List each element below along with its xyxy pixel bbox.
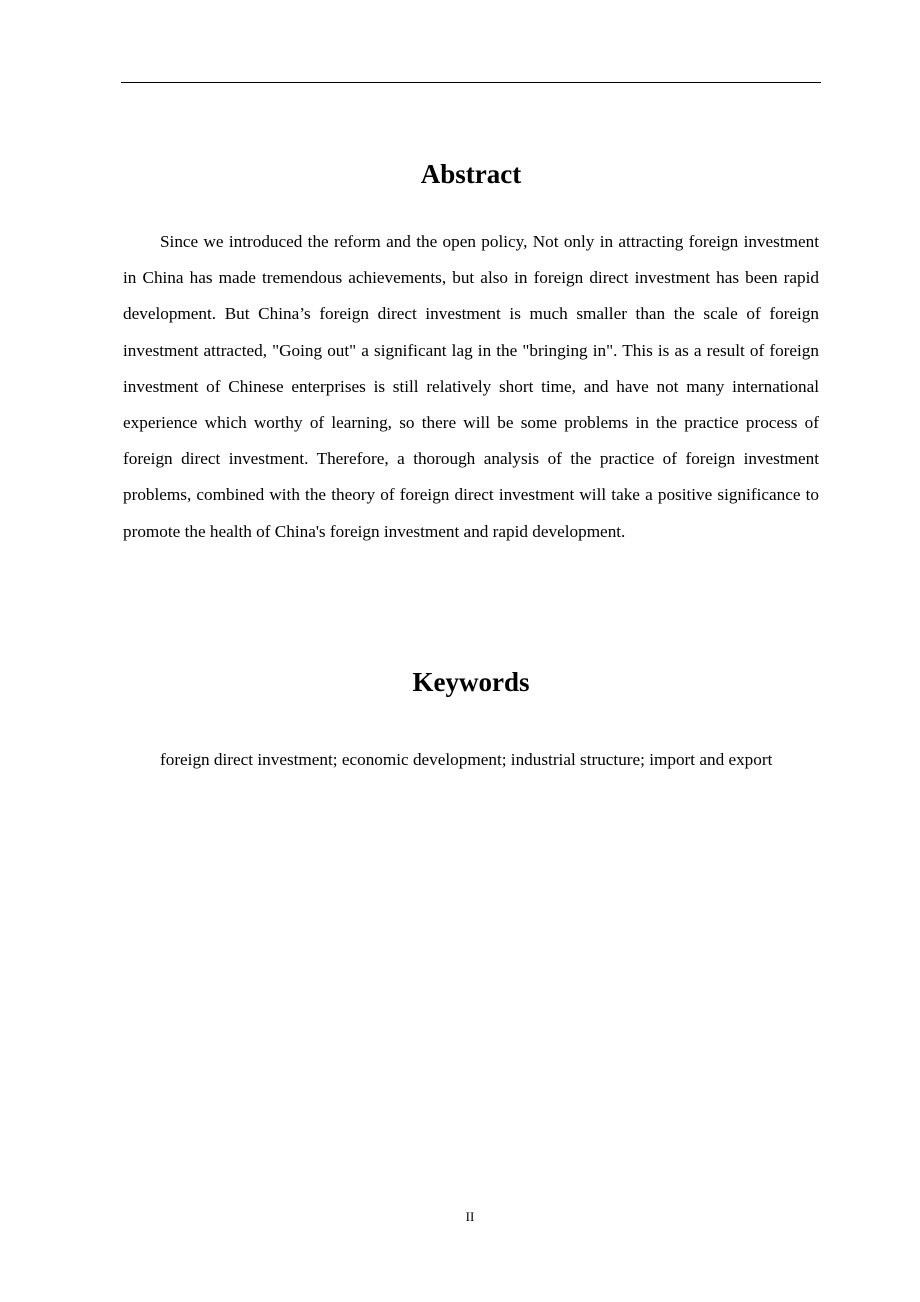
header-rule [121,82,821,83]
keywords-heading: Keywords [412,667,530,697]
page-number: II [465,1209,475,1224]
abstract-heading: Abstract [420,159,522,189]
abstract-body: Since we introduced the reform and the open policy, Not only in attracting foreign investment in China has made tremendous achievements, but also in foreign direct investment has been rapid development. But China’s foreign direct investment is much smaller than the scale of foreign investment attracted, "Going out" a significant lag in the "bringing in". This is as a result of foreign investment of Chinese enterprises is still relatively short time, and have not many international experience which worthy of learning, so there will be some problems in the practice process of foreign direct investment. Therefore, a thorough analysis of the practice of foreign investment problems, combined with the theory of foreign direct investment will take a positive significance to promote the health of China's foreign investment and rapid development. [123,232,819,541]
keywords-body: foreign direct investment; economic development; industrial structure; import and export [160,750,773,769]
